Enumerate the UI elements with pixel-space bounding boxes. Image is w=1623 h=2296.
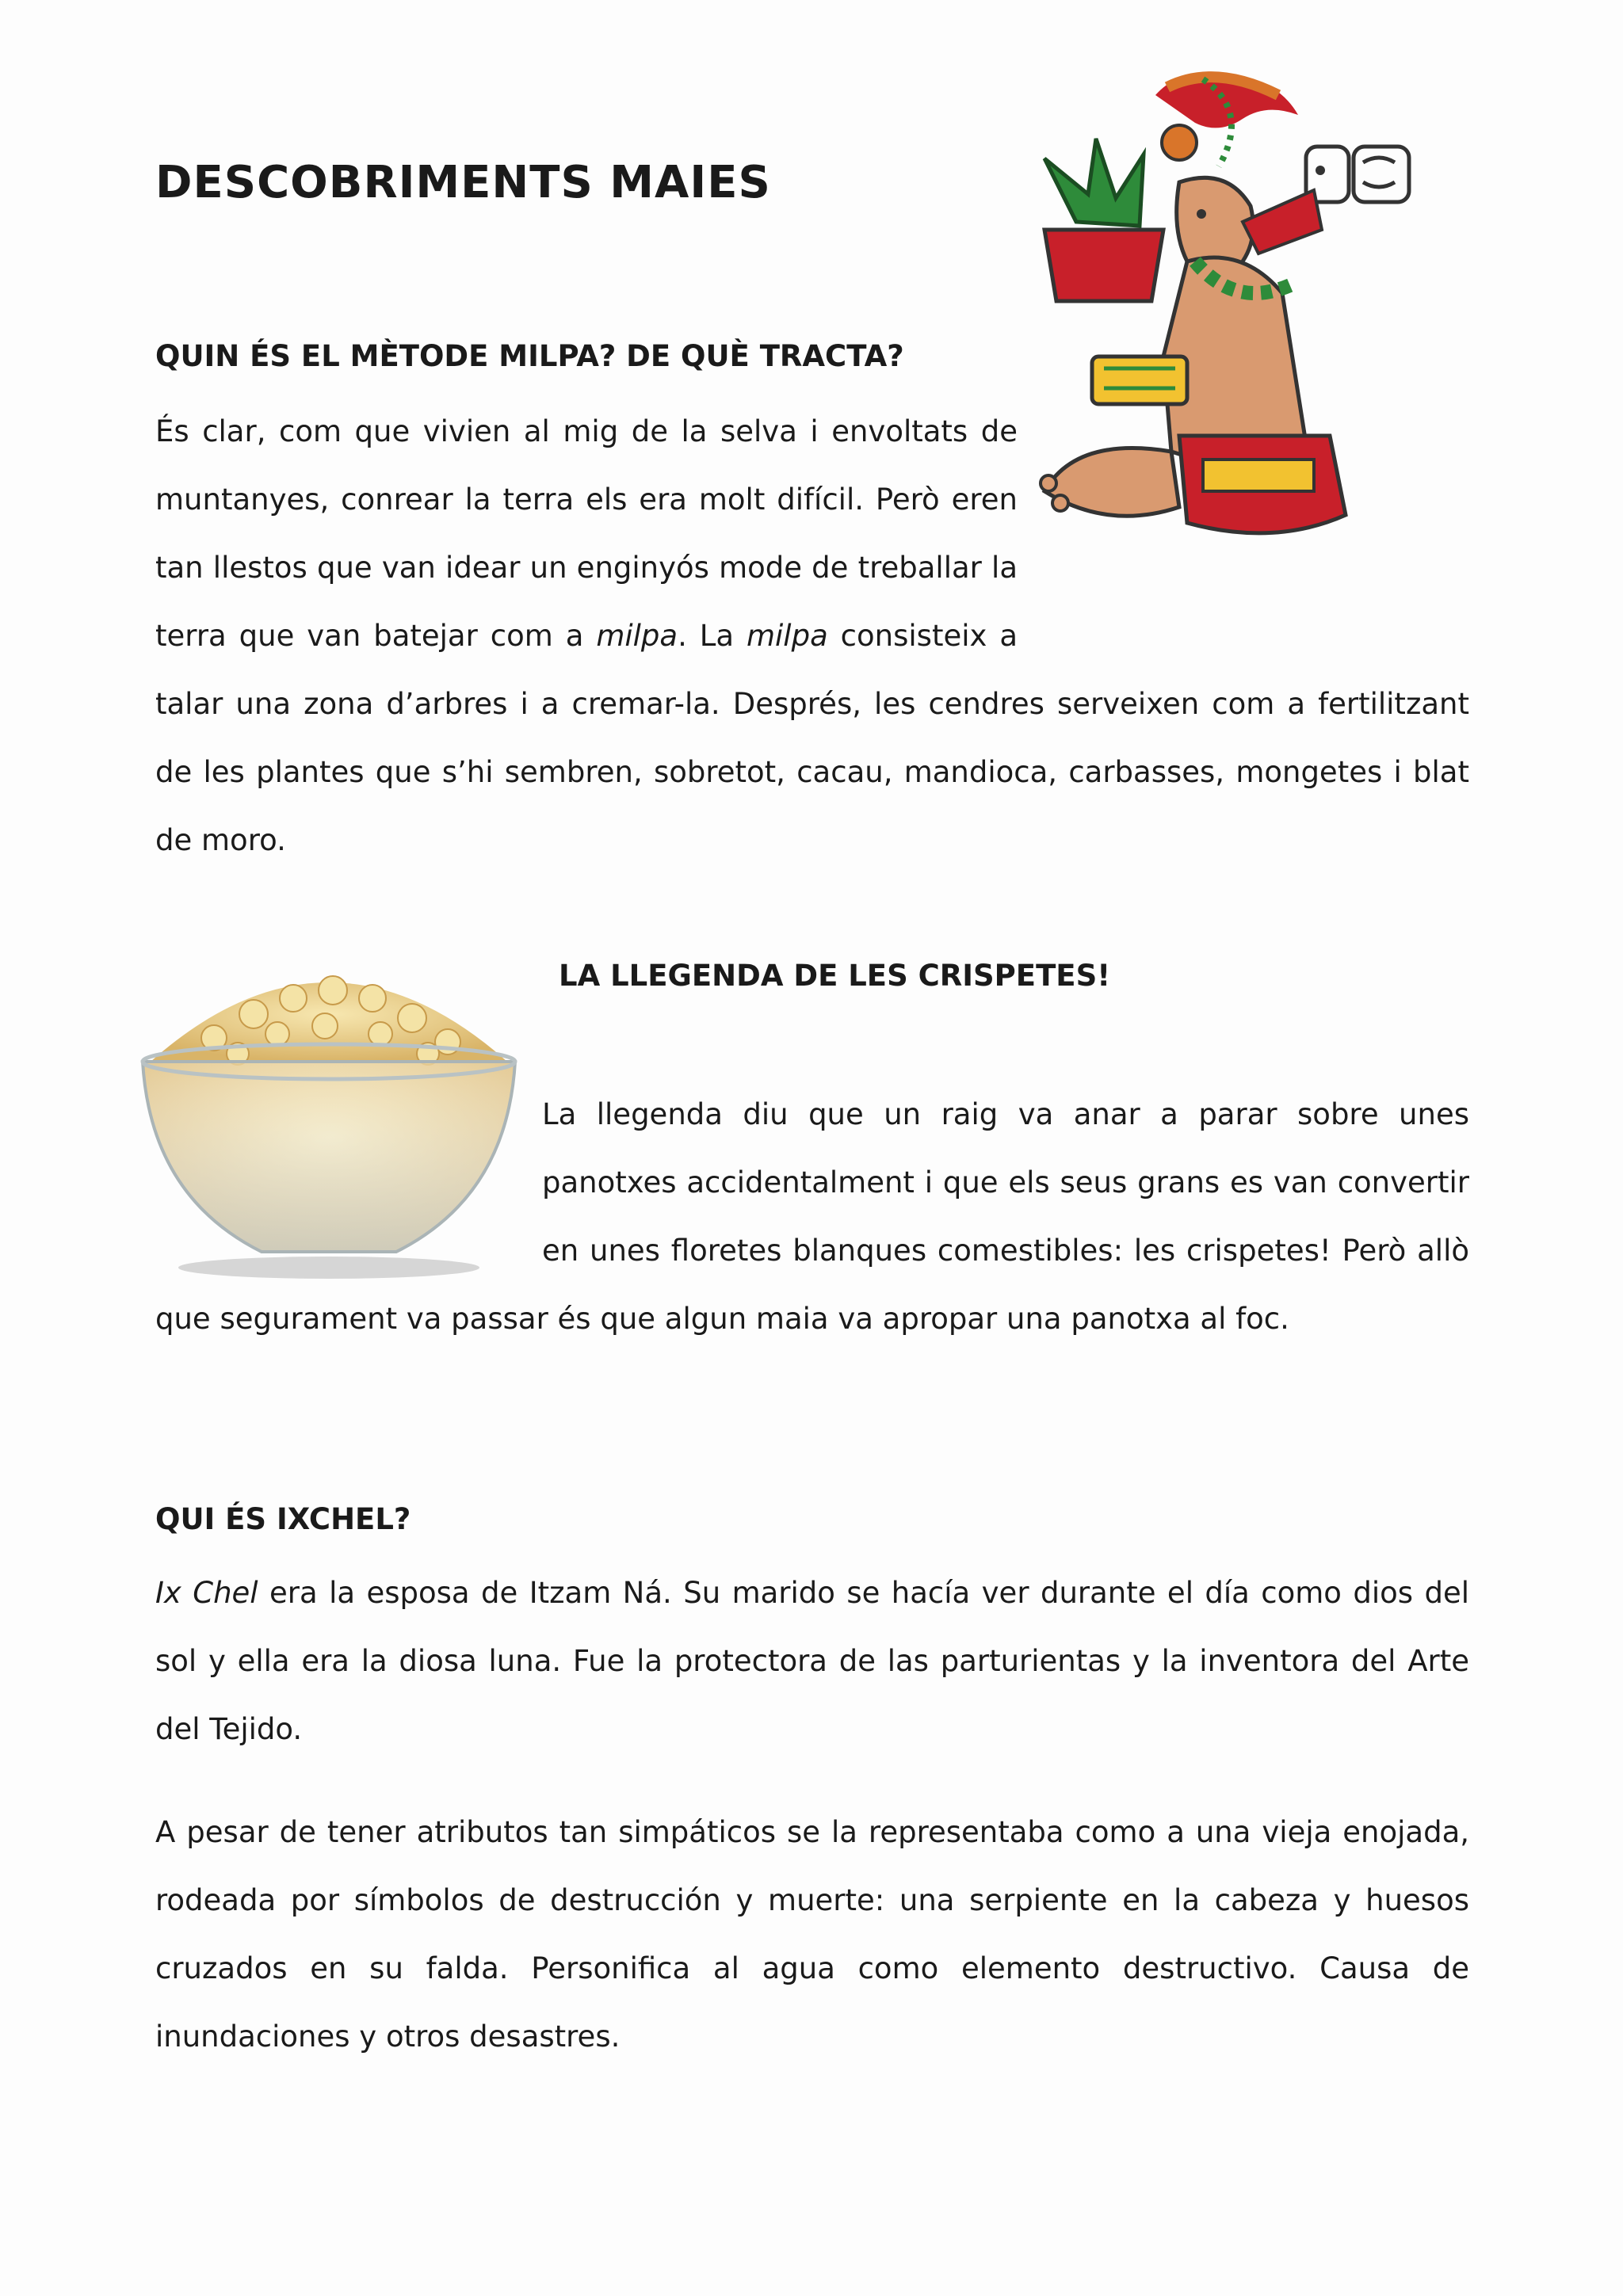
maya-glyph-icon xyxy=(1306,147,1409,202)
page-title: DESCOBRIMENTS MAIES xyxy=(155,157,771,208)
popcorn-float-spacer xyxy=(116,930,520,1263)
section-heading-milpa: QUIN ÉS EL MÈTODE MILPA? DE QUÈ TRACTA? xyxy=(155,339,904,373)
section-heading-crispetes: LA LLEGENDA DE LES CRISPETES! xyxy=(559,959,1111,993)
paragraph-milpa: És clar, com que vivien al mig de la selva i envoltats de muntanyes, conrear la terra els era molt difícil. Però eren tan llestos que van idear un enginyós mode de treballar la terra que van batejar com a milpa. La milpa consisteix a talar una zona d’arbres i a cremar-la. Després, les cendres serveixen com a fertilitzant de les plantes que s’hi sembren, sobretot, cacau, mandioca, carbasses, mongetes i blat de moro. xyxy=(155,398,1469,875)
section-heading-ixchel: QUI ÉS IXCHEL? xyxy=(155,1502,411,1536)
paragraph-ixchel-2: A pesar de tener atributos tan simpáticos se la representaba como a una vieja enojada, rodeada por símbolos de destrucción y muerte: una serpiente en la cabeza y huesos cruzados en su falda. Personifica al agua como elemento destructivo. Causa de inundaciones y otros desastres. xyxy=(155,1815,1469,2054)
maya-figure-illustration xyxy=(997,63,1441,555)
paragraph-ixchel-1: Ix Chel era la esposa de Itzam Ná. Su marido se hacía ver durante el día como dios del sol y ella era la diosa luna. Fue la protectora de las parturientas y la inventora del Arte del Tejido. xyxy=(155,1576,1469,1746)
paragraph-crispetes: La llegenda diu que un raig va anar a parar sobre unes panotxes accidentalment i que els seus grans es van convertir en unes floretes blanques comestibles: les crispetes! Però allò que segurament va passar és que algun maia va apropar una panotxa al foc. xyxy=(155,1081,1469,1353)
plant-pot-icon xyxy=(1044,139,1163,301)
